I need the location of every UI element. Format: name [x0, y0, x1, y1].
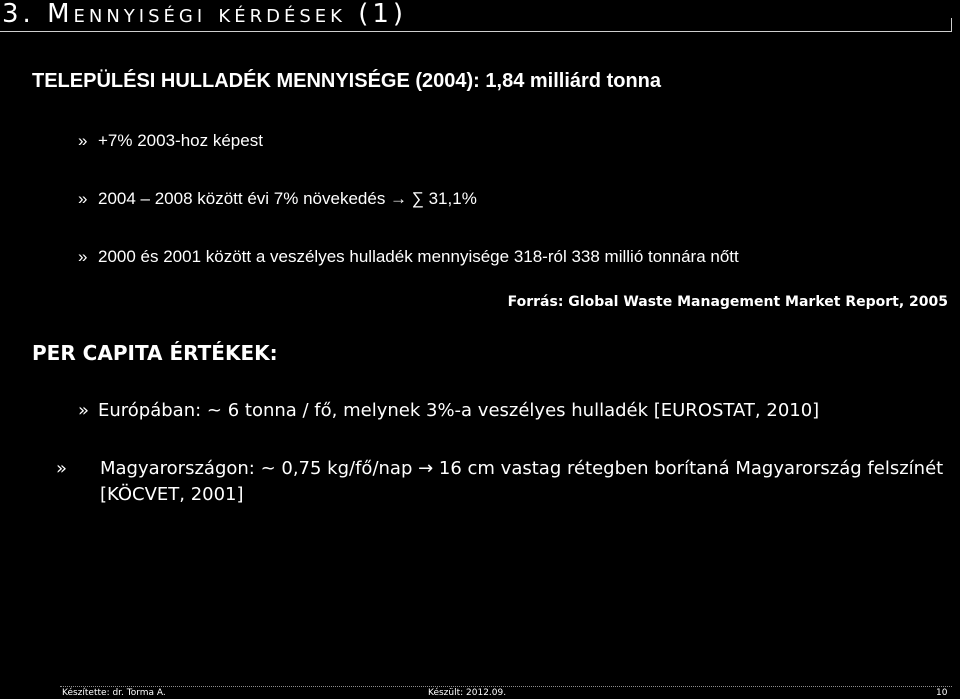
footer-divider — [60, 686, 952, 687]
bullet-marker: » — [78, 400, 90, 421]
bullet-text: Európában: ~ 6 tonna / fő, melynek 3%-a veszélyes hulladék [EUROSTAT, 2010] — [98, 400, 820, 421]
bullet-item — [78, 247, 739, 267]
bullet-item — [56, 456, 960, 508]
title-divider — [0, 31, 952, 32]
slide-title: 3. Mennyiségi kérdések (1) — [2, 0, 408, 29]
title-divider-tick — [951, 18, 952, 32]
bullet-marker: » — [78, 247, 88, 266]
bullet-text: +7% 2003-hoz képest — [98, 131, 263, 150]
footer-date: Készült: 2012.09. — [428, 688, 507, 698]
bullet-marker: » — [56, 458, 68, 479]
bullet-item — [78, 398, 938, 424]
bullet-marker: » — [78, 189, 88, 208]
footer-author: Készítette: dr. Torma A. — [62, 688, 166, 698]
section-heading-per-capita: PER CAPITA ÉRTÉKEK: — [32, 341, 278, 365]
bullet-item — [78, 131, 263, 151]
bullet-text: 2004 – 2008 között évi 7% növekedés → ∑ 31,1% — [98, 189, 477, 208]
section-heading: TELEPÜLÉSI HULLADÉK MENNYISÉGE (2004): 1,84 milliárd tonna — [32, 70, 662, 92]
source-citation: Forrás: Global Waste Management Market Report, 2005 — [507, 294, 948, 310]
page-number: 10 — [936, 688, 948, 698]
bullet-marker: » — [78, 131, 88, 150]
bullet-item — [78, 189, 477, 209]
bullet-text: 2000 és 2001 között a veszélyes hulladék mennyisége 318-ról 338 millió tonnára nőtt — [98, 247, 739, 266]
bullet-text: Magyarországon: ~ 0,75 kg/fő/nap → 16 cm vastag rétegben borítaná Magyarország felszínét [KÖCVET, 2001] — [100, 458, 944, 505]
